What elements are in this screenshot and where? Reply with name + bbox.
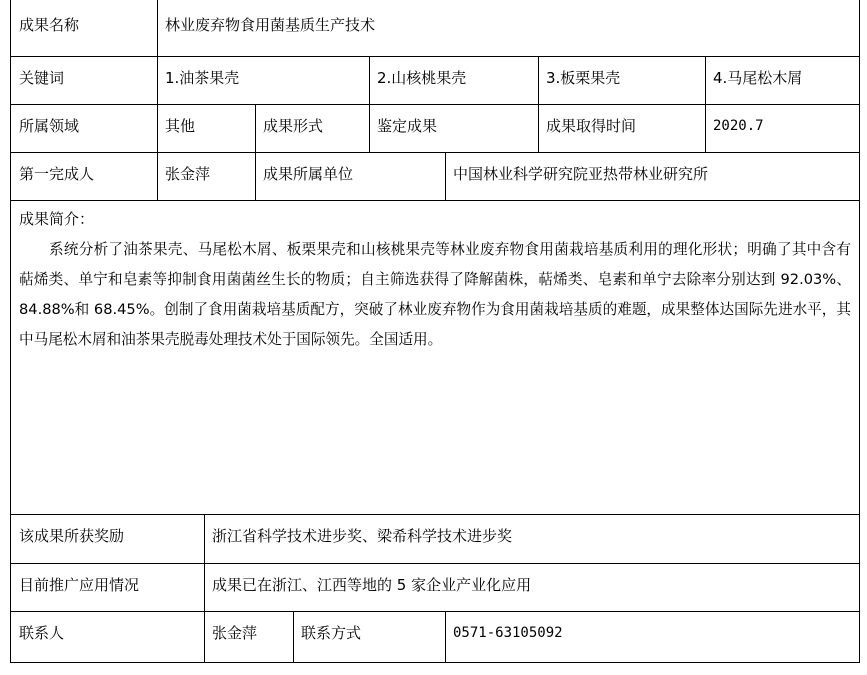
contact-value: 张金萍 [212, 624, 258, 642]
keywords-label: 关键词 [19, 69, 65, 87]
contact-label: 联系人 [19, 624, 65, 642]
field-value: 其他 [165, 117, 196, 135]
contact-method-label: 联系方式 [301, 624, 362, 642]
form-label: 成果形式 [263, 117, 324, 135]
awards-label: 该成果所获奖励 [19, 527, 125, 545]
awards-value: 浙江省科学技术进步奖、梁希科学技术进步奖 [212, 527, 513, 545]
keyword-4: 4.马尾松木屑 [713, 69, 803, 87]
time-value: 2020.7 [713, 118, 764, 134]
contact-phone: 0571-63105092 [453, 625, 563, 641]
keyword-2: 2.山核桃果壳 [377, 69, 467, 87]
keyword-1: 1.油茶果壳 [165, 69, 240, 87]
achievement-table [10, 0, 860, 663]
achievement-intro [11, 201, 859, 514]
achievement-name-label: 成果名称 [19, 16, 80, 34]
field-label: 所属领域 [19, 117, 80, 135]
first-author-value: 张金萍 [165, 165, 211, 183]
first-author-label: 第一完成人 [19, 165, 95, 183]
unit-value: 中国林业科学研究院亚热带林业研究所 [453, 165, 709, 183]
keyword-3: 3.板栗果壳 [546, 69, 621, 87]
unit-label: 成果所属单位 [263, 165, 354, 183]
achievement-name-value: 林业废弃物食用菌基质生产技术 [165, 16, 376, 34]
application-label: 目前推广应用情况 [19, 576, 140, 594]
form-value: 鉴定成果 [377, 117, 438, 135]
time-label: 成果取得时间 [546, 117, 637, 135]
intro-text: 系统分析了油茶果壳、马尾松木屑、板栗果壳和山核桃果壳等林业废弃物食用菌栽培基质利用的理化形状；明确了其中含有萜烯类、单宁和皂素等抑制食用菌菌丝生长的物质；自主筛选获得了降解菌株，萜烯类、皂素和单宁去除率分别达到 92.03%、84.88%和 68.45%。创制了食用菌栽培基质配方，突破了林业废弃物作为食用菌栽培基质的难题，成果整体达国际先进水平，其中马尾松木屑和油茶果壳脱毒处理技术处于国际领先。全国适用。 [19, 241, 851, 348]
application-value: 成果已在浙江、江西等地的 5 家企业产业化应用 [212, 576, 532, 594]
intro-label: 成果简介： [19, 210, 95, 228]
